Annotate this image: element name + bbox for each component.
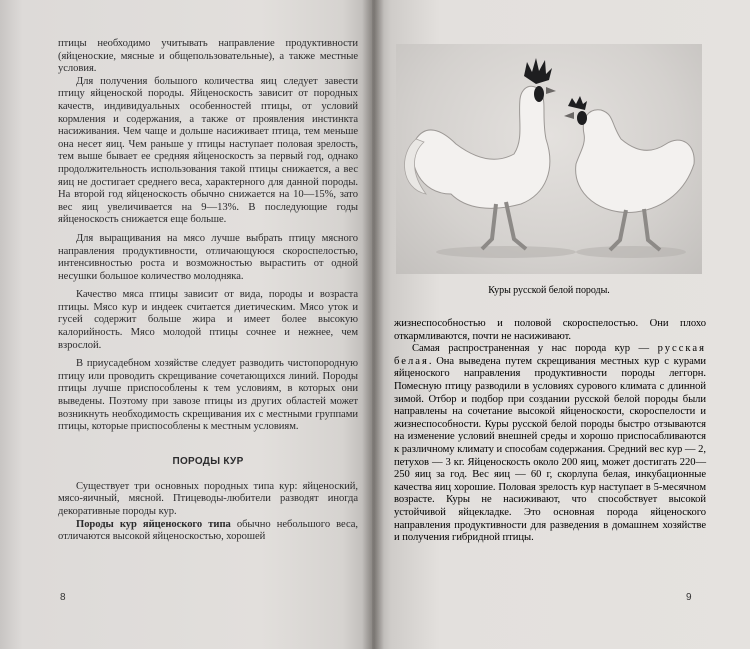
paragraph (394, 343, 706, 545)
page-number-left: 8 (60, 592, 66, 603)
paragraph: В приусадебном хозяйстве следует разводить чистопородную птицу или проводить скрещивание сочетающихся линий. Породы птицы лучше приспособлены к тем условиям, в которых они выведены. Поэтому при завозе птицы из других областей может возникнуть необходимость скрещивания их с местными группами птицы, которые приспособлены к местным условиям. (58, 358, 358, 433)
paragraph: Для получения большого количества яиц следует завести птицу яйценоской породы. Яйценоскость зависит от породных качеств, индивидуальных особенностей птицы, от условий кормления и содержания, а также от проявления инстинкта насиживания. Чем чаще и дольше насиживает птица, тем меньше она несет яиц. Чем раньше у птицы наступает половая зрелость, тем выше бывает ее средняя яйценоскость за первый год, однако продолжительность использования такой птицы снижается, а вес яиц не достигает среднего веса, характерного для данной породы. На второй год яйценоскость обычно снижается на 10—15%, зато вес яиц увеличивается на 9—13%. В последующие годы яйценоскость снижается еще больше. (58, 75, 358, 226)
paragraph-text: . Она выведена путем скрещивания местных кур с курами яйценоского направления продуктивности породы леггорн. Помесную птицу разводили в условиях сурового климата с длинной зимой. Отбор и подбор при создании русской белой породы были направлены на сочетание высокой яйценоскости, скороспелости и жизнеспособности. Куры русской белой породы быстро отзываются на изменение условий внешней среды и хорошо приспосабливаются к различному климату и способам содержания. Средний вес кур — 2, петухов — 3 кг. Яйценоскость около 200 яиц, может достигать 220—250 яиц за год. Вес яиц — 60 г, скорлупа белая, инкубационные качества яиц хорошие. Половая зрелость кур наступает в 5-месячном возрасте. Куры не насиживают, что способствует высокой устойчивой яйцекладке. Это основная порода яйценоского направления продуктивности для разведения в домашнем хозяйстве и получения гибридной птицы. (394, 355, 706, 544)
right-page-text (394, 318, 706, 545)
paragraph: жизнеспособностью и половой скороспелостью. Они плохо откармливаются, почти не насиживают. (394, 318, 706, 342)
paragraph: Существует три основных породных типа кур: яйценоский, мясо-яичный, мясной. Птицеводы-любители разводят иногда декоративные породы кур. (58, 480, 358, 517)
chickens-illustration (396, 44, 702, 274)
photo-caption: Куры русской белой породы. (488, 285, 610, 296)
paragraph: Качество мяса птицы зависит от вида, породы и возраста птицы. Мясо кур и индеек считается диетическим. Мясо уток и гусей содержит больше жира и имеет более высокую калорийность. Мясо молодой птицы сочнее и нежнее, чем взрослой. (58, 289, 358, 351)
paragraph: птицы необходимо учитывать направление продуктивности (яйценоские, мясные и общепользовательные), а также местные условия. (58, 38, 358, 75)
breed-name: русская белая (394, 343, 706, 367)
paragraph: Для выращивания на мясо лучше выбрать птицу мясного направления продуктивности, отличающуюся скороспелостью, интенсивностью роста и возможностью вырастить от одной несушки большое количество молодняка. (58, 232, 358, 282)
two-white-chickens-photo (396, 44, 702, 274)
section-heading: ПОРОДЫ КУР (172, 455, 244, 467)
paragraph-text: Самая распространенная у нас порода кур — (412, 343, 658, 355)
paragraph-text: обычно небольшого веса, отличаются высокой яйценоскостью, хорошей (58, 518, 358, 543)
paragraph (58, 519, 358, 544)
bold-term: Породы кур яйценоского типа (76, 518, 231, 530)
page-number-right: 9 (686, 592, 692, 603)
left-page (0, 0, 372, 649)
book-gutter (362, 0, 384, 649)
